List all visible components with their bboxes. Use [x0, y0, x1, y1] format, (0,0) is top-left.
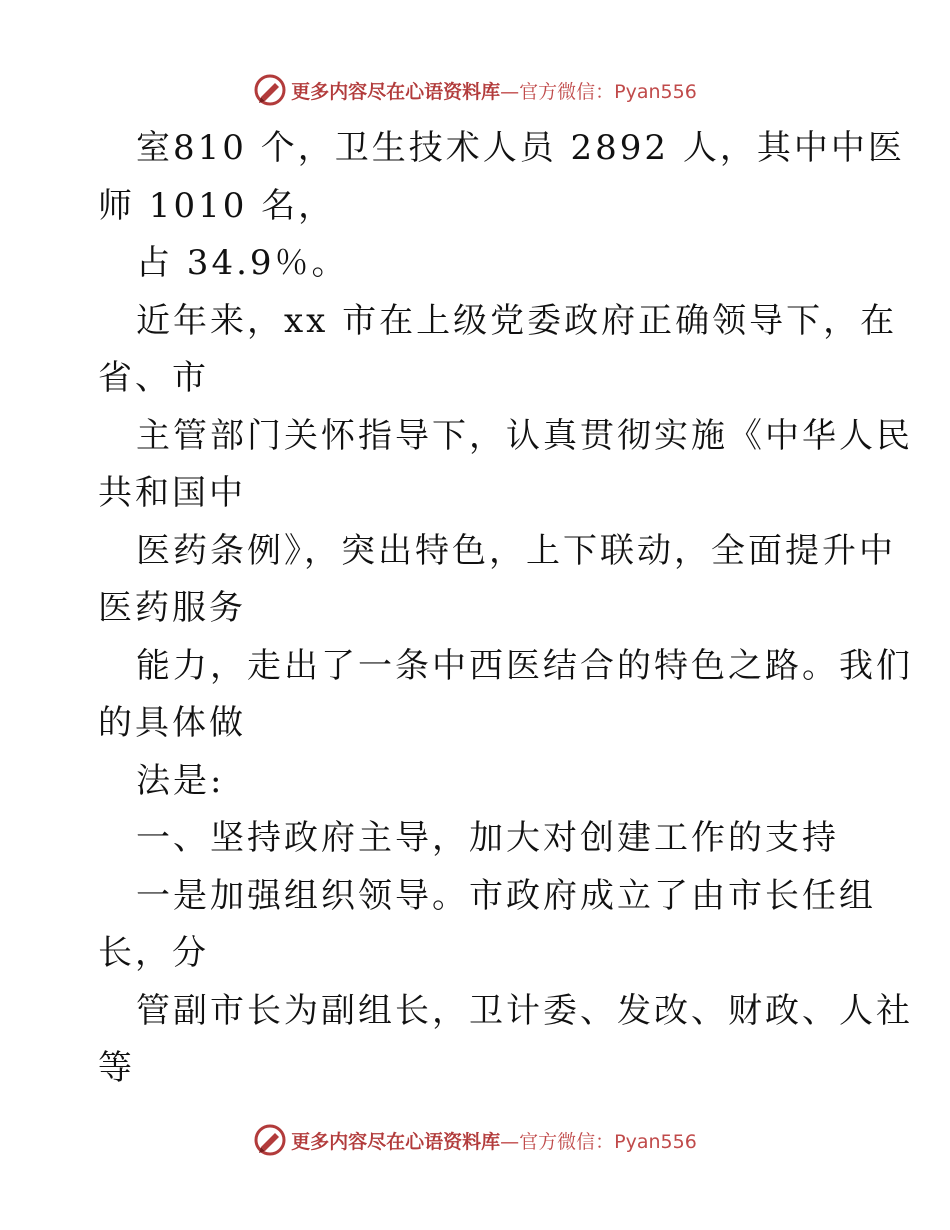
text-line: 近年来，xx 市在上级党委政府正确领导下，在	[136, 300, 898, 341]
text-line: 师 1010 名，	[98, 185, 336, 226]
text-line: 法是:	[136, 760, 225, 801]
text-line: 医药条例》，突出特色，上下联动，全面提升中	[136, 530, 896, 571]
text-line: 一、坚持政府主导，加大对创建工作的支持	[136, 818, 839, 858]
text-line: 一是加强组织领导。市政府成立了由市长任组	[136, 875, 876, 916]
footer-banner-wechat: —官方微信：Pyan556	[500, 1130, 697, 1153]
text-line: 共和国中	[98, 473, 246, 513]
footer-banner-title: 更多内容尽在心语资料库	[291, 1130, 501, 1153]
document-body	[98, 120, 913, 1098]
text-line: 能力，走出了一条中西医结合的特色之路。我们	[136, 645, 913, 686]
pen-logo-icon	[253, 1123, 287, 1157]
pen-logo-icon	[253, 73, 287, 107]
text-line: 占 34.9％。	[136, 243, 349, 283]
text-line: 省、市	[98, 358, 209, 398]
text-line: 室810 个，卫生技术人员 2892 人，其中中医	[136, 128, 905, 168]
text-line: 长，分	[98, 933, 209, 973]
page-footer-banner	[0, 1120, 950, 1160]
text-line: 管副市长为副组长，卫计委、发改、财政、人社	[136, 990, 913, 1031]
text-line: 主管部门关怀指导下，认真贯彻实施《中华人民	[136, 415, 913, 456]
text-line: 的具体做	[98, 703, 246, 743]
header-banner-title: 更多内容尽在心语资料库	[291, 80, 501, 103]
header-banner-wechat: —官方微信：Pyan556	[500, 80, 697, 103]
text-line: 等	[98, 1048, 135, 1088]
page-header-banner	[0, 70, 950, 110]
text-line: 医药服务	[98, 588, 246, 628]
